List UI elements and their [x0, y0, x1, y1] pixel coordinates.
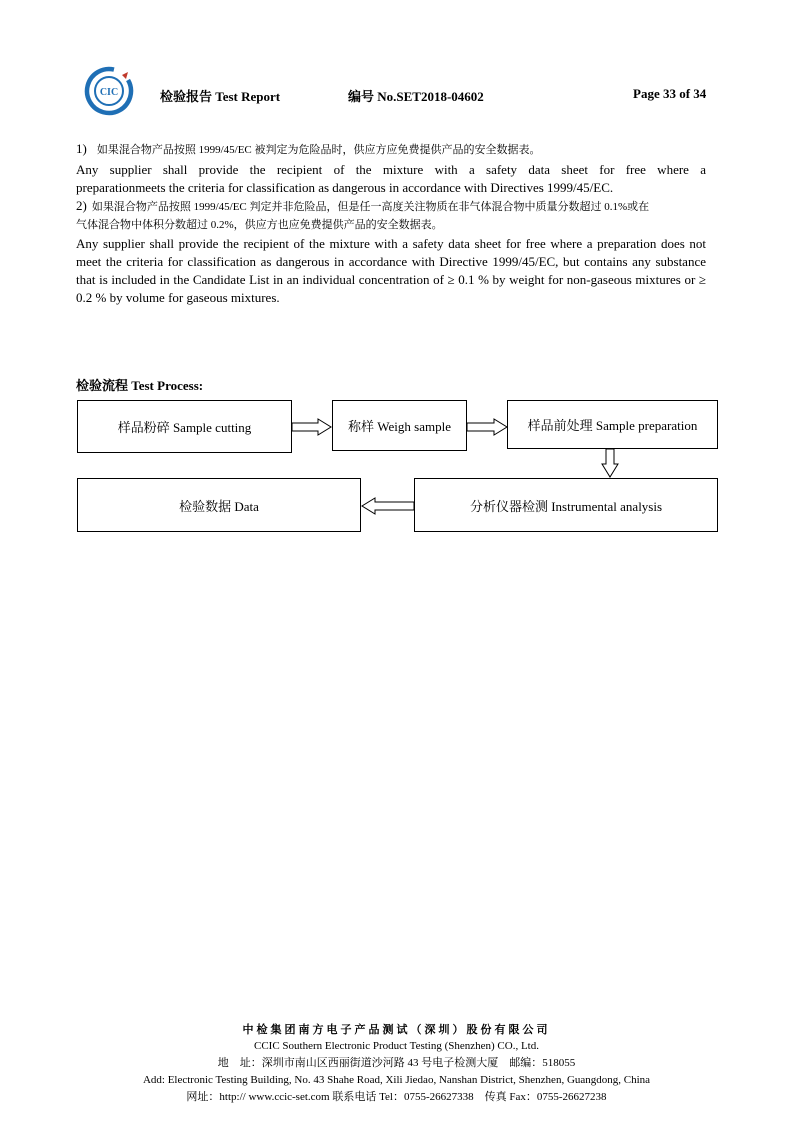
- item2-en: Any supplier shall provide the recipient of the mixture with a safety data sheet for free where a preparation does not meet the criteria for classification as dangerous in accordance with Directive 1999/45/EC, but contains any substance that is included in the Candidate List in an individual concentration of ≥ 0.1 % by weight for non-gaseous mixtures or ≥ 0.2 % by volume for gaseous mixtures.: [76, 236, 706, 305]
- item2-cn-line2: 气体混合物中体积分数超过 0.2%，供应方也应免费提供产品的安全数据表。: [76, 219, 443, 231]
- arrow-preparation-to-analysis: [602, 449, 618, 477]
- footer-address-cn: 地 址：深圳市南山区西丽街道沙河路 43 号电子检测大厦 邮编：518055: [217, 1057, 576, 1069]
- item1-number: 1): [76, 141, 87, 156]
- arrow-analysis-to-data: [362, 498, 414, 514]
- step-sample-preparation: 样品前处理 Sample preparation: [507, 400, 718, 449]
- item1-en-line1: Any supplier shall provide the recipient of the mixture with a safety data sheet for free where a: [76, 162, 706, 177]
- item2-cn-text: 如果混合物产品按照 1999/45/EC 判定并非危险品，但是任一高度关注物质在非气体混合物中质量分数超过 0.1%或在: [91, 201, 650, 213]
- item2-number: 2): [76, 198, 87, 213]
- ccic-logo-icon: [84, 66, 134, 116]
- arrow-cutting-to-weigh: [292, 419, 331, 435]
- step-data: 检验数据 Data: [77, 478, 361, 532]
- item1-en-line2: preparationmeets the criteria for classification as dangerous in accordance with Directives 1999/45/EC.: [76, 180, 614, 195]
- footer-company-cn: 中检集团南方电子产品测试（深圳）股份有限公司: [242, 1024, 551, 1036]
- page-header: [0, 0, 793, 120]
- body-content: [76, 140, 706, 307]
- step-weigh-sample: 称样 Weigh sample: [332, 400, 467, 451]
- report-title: 检验报告 Test Report: [160, 89, 281, 104]
- step-sample-cutting: 样品粉碎 Sample cutting: [77, 400, 292, 453]
- footer-contact: 网址：http:// www.ccic-set.com 联系电话 Tel：0755-26627338 传真 Fax：0755-26627238: [186, 1091, 607, 1103]
- item1-cn: [76, 140, 706, 159]
- arrow-weigh-to-preparation: [467, 419, 507, 435]
- item2-cn-line1: [76, 197, 706, 216]
- logo-text: CIC: [99, 87, 119, 98]
- item1-cn-text: 如果混合物产品按照 1999/45/EC 被判定为危险品时，供应方应免费提供产品的安全数据表。: [96, 144, 541, 156]
- step-instrumental-analysis: 分析仪器检测 Instrumental analysis: [414, 478, 718, 532]
- report-number: 编号 No.SET2018-04602: [348, 89, 484, 104]
- process-heading: 检验流程 Test Process:: [76, 378, 204, 393]
- page-footer: [0, 1022, 793, 1106]
- page-number: Page 33 of 34: [633, 86, 707, 101]
- footer-address-en: Add: Electronic Testing Building, No. 43 Shahe Road, Xili Jiedao, Nanshan District, Shenzhen, Guangdong, China: [142, 1074, 651, 1086]
- footer-company-en: CCIC Southern Electronic Product Testing (Shenzhen) CO., Ltd.: [254, 1040, 539, 1052]
